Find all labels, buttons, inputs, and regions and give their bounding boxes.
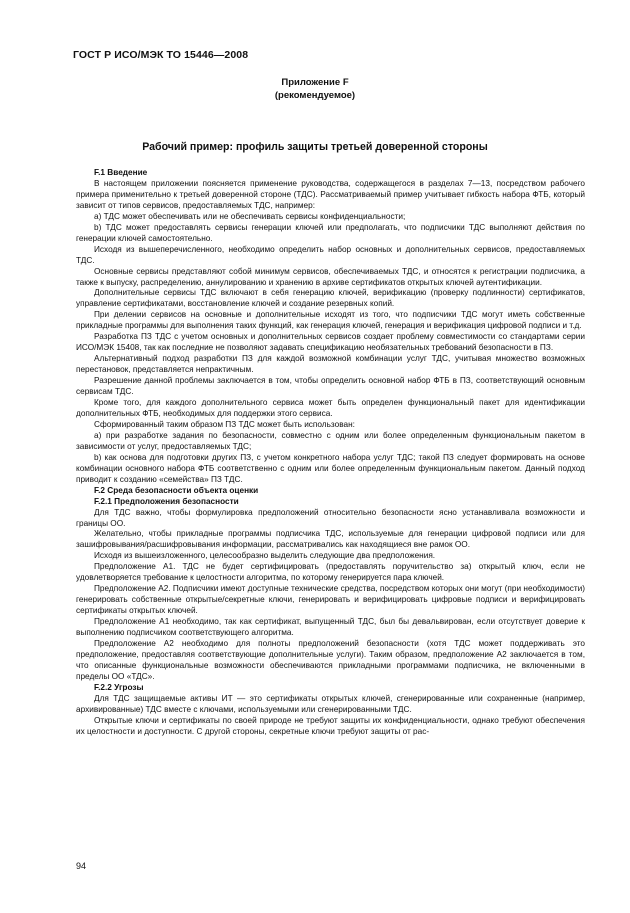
paragraph: Для ТДС важно, чтобы формулировка предположений относительно безопасности ясно устанавливала возможности и границы ОО. — [76, 507, 585, 528]
document-body — [76, 168, 585, 738]
paragraph: Предположение А2 необходимо для полноты предположений безопасности (хотя ТДС может поддерживать это предположение, предоставляя соответствующие дополнительные услуги). Таким образом, предположение А2 заключается в том, что описанные функциональные возможности обеспечиваются прикладными программами подписчика, не включенными в пределы ОО «ТДС». — [76, 638, 585, 681]
paragraph: Разрешение данной проблемы заключается в том, чтобы определить основной набор ФТБ в ПЗ, соответствующий основным сервисам ТДС. — [76, 376, 585, 397]
annex-title: Рабочий пример: профиль защиты третьей доверенной стороны — [142, 141, 488, 153]
paragraph: b) ТДС может предоставлять сервисы генерации ключей или предполагать, что подписчики ТДС выполняют действия по генерации ключей самостоятельно. — [76, 222, 585, 243]
page-number: 94 — [76, 861, 87, 871]
paragraph: Для ТДС защищаемые активы ИТ — это сертификаты открытых ключей, сгенерированные или сохраненные (например, архивированные) ТДС вместе с ключами, используемыми или сгенерированными ТДС. — [76, 693, 585, 714]
section-heading: F.2.2 Угрозы — [94, 682, 144, 692]
paragraph: Разработка ПЗ ТДС с учетом основных и дополнительных сервисов создает проблему совместимости со стандартами серии ИСО/МЭК 15408, так как последние не позволяют задавать спецификацию необязательных требований безопасности в ПЗ. — [76, 332, 585, 353]
annex-status: (рекомендуемое) — [274, 90, 356, 101]
section-heading: F.1 Введение — [94, 168, 148, 177]
paragraph: а) при разработке задания по безопасности, совместно с одним или более определенным функциональным пакетом в зависимости от услуг, предоставляемых ТДС; — [76, 430, 585, 451]
paragraph: В настоящем приложении поясняется применение руководства, содержащегося в разделах 7—13, посредством рабочего примера применительно к третьей доверенной стороне (ТДС). Рассматриваемый пример учитывает гибкость набора ФТБ, который зависит от типов сервисов, предоставляемых ТДС, например: — [76, 178, 585, 210]
paragraph: Желательно, чтобы прикладные программы подписчика ТДС, используемые для генерации цифровой подписи или для зашифровывания/расшифровывания информации, рассматривались как находящиеся вне рамок ОО. — [76, 529, 585, 550]
paragraph: b) как основа для подготовки других ПЗ, с учетом конкретного набора услуг ТДС; такой ПЗ следует формировать на основе комбинации основного набора ФТБ соответственно с одним или более определенным функциональным пакетом. Данный подход приводит к созданию «семейства» ПЗ ТДС. — [76, 452, 585, 484]
paragraph: При делении сервисов на основные и дополнительные исходят из того, что подписчики ТДС могут иметь собственные прикладные программы для выполнения таких функций, как генерация ключей, генерация и верификация цифровой подписи и т.д. — [76, 310, 585, 331]
paragraph: Предположение А1 необходимо, так как сертификат, выпущенный ТДС, был бы девальвирован, если отсутствует доверие к выполнению подписчиком соответствующего алгоритма. — [76, 617, 585, 638]
paragraph: Исходя из вышеперечисленного, необходимо определить набор основных и дополнительных сервисов, предоставляемых ТДС. — [76, 244, 585, 265]
paragraph: Основные сервисы представляют собой минимум сервисов, обеспечиваемых ТДС, и относятся к регистрации подписчика, а также к выпуску, распределению, аннулированию и хранению в архиве сертификатов открытых ключей аутентификации. — [76, 266, 585, 287]
paragraph: Дополнительные сервисы ТДС включают в себя генерацию ключей, верификацию (проверку подлинности) сертификатов, управление сертификатами, восстановление ключей и создание резервных копий. — [76, 288, 585, 309]
paragraph: Исходя из вышеизложенного, целесообразно выделить следующие два предположения. — [94, 551, 436, 561]
paragraph: Открытые ключи и сертификаты по своей природе не требуют защиты их конфиденциальности, однако требуют обеспечения их целостности и доступности. С другой стороны, секретные ключи требуют защиты от рас- — [76, 715, 585, 736]
annex-label: Приложение F — [281, 77, 349, 88]
paragraph: Сформированный таким образом ПЗ ТДС может быть использован: — [94, 419, 355, 429]
paragraph: Альтернативный подход разработки ПЗ для каждой возможной комбинации услуг ТДС, учитывая множество возможных перестановок, представляется непрактичным. — [76, 354, 585, 375]
standard-designation: ГОСТ Р ИСО/МЭК ТО 15446—2008 — [73, 49, 249, 61]
paragraph: Предположение А2. Подписчики имеют доступные технические средства, посредством которых они могут (при необходимости) генерировать собственные открытые/секретные ключи, генерировать и верифицировать цифровые подписи и верифицировать сертификаты открытых ключей. — [76, 584, 585, 616]
section-heading: F.2 Среда безопасности объекта оценки — [94, 485, 259, 495]
paragraph: а) ТДС может обеспечивать или не обеспечивать сервисы конфиденциальности; — [94, 211, 406, 221]
paragraph: Предположение А1. ТДС не будет сертифицировать (предоставлять поручительство за) открытый ключ, если не удовлетворяется требование к целостности алгоритма, по которому генерируется пара ключей. — [76, 562, 585, 583]
paragraph: Кроме того, для каждого дополнительного сервиса может быть определен функциональный пакет для идентификации дополнительных ФТБ, необходимых для поддержки этого сервиса. — [76, 398, 585, 418]
section-heading: F.2.1 Предположения безопасности — [94, 496, 239, 506]
